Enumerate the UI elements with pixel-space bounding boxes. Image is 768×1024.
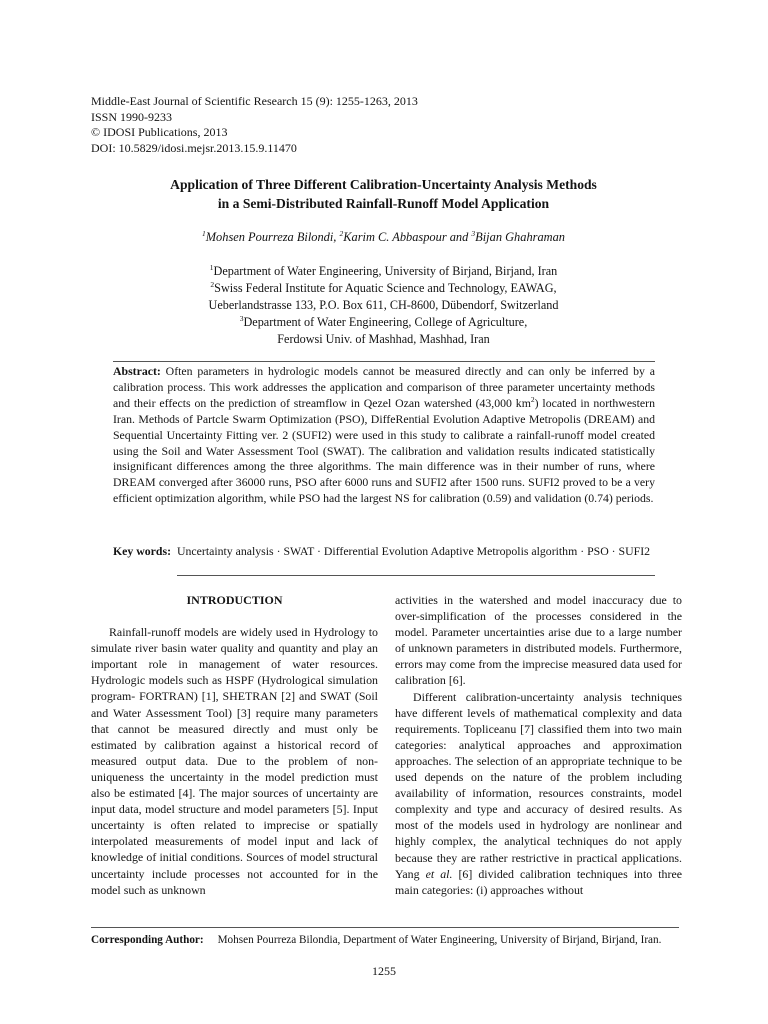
author-list <box>91 229 676 245</box>
paragraph: activities in the watershed and model inaccuracy due to over-simplification of the processes considered in the model. Parameter uncertainties arise due to a large number of unknown parameters in distributed models. Furthermore, errors may come from the imprecise measured data used for calibration [6]. <box>395 593 682 688</box>
keywords-rule <box>177 575 655 576</box>
journal-header <box>91 94 418 156</box>
page-number: 1255 <box>372 964 396 978</box>
paragraph-italic: et al. <box>425 866 453 881</box>
author-3: Bijan Ghahraman <box>475 230 566 244</box>
author-1-sup: 1 <box>201 228 206 238</box>
paragraph: Rainfall-runoff models are widely used in Hydrology to simulate river basin water quality and quantity and play an important role in management of water resources. Hydrologic models such as HSPF (Hydrological simulation program- FORTRAN) [1], SHETRAN [2] and SWAT (Soil and Water Assessment Tool) [3] require many parameters that cannot be measured directly and must only be estimated by calibration against a historical record of measured output data. Due to the problem of non-uniqueness the uncertainty in the model prediction must also be estimated [4]. The major sources of uncertainty are input data, model structure and model parameters [5]. Input uncertainty is often related to imprecise or spatially interpolated measurements of model input and lack of knowledge of initial conditions. Sources of model structural uncertainty include processes not accounted for in the model such as unknown <box>91 625 378 897</box>
affiliation-2 <box>91 280 676 297</box>
author-1: Mohsen Pourreza Bilondi, <box>205 230 340 244</box>
paragraph-text: [6] divided calibration techniques into three main categories: (i) approaches without <box>395 866 682 897</box>
paragraph-text: Different calibration-uncertainty analysis techniques have different levels of mathematical complexity and data requirements. Topliceanu [7] classified them into two main categories: analytical approaches and approximation approaches. The selection of an appropriate technique to be used depends on the nature of the problem including availability of information, resources constraints, model complexity and type and accuracy of desired results. As most of the models used in hydrology are nonlinear and highly complex, the analytical techniques do not apply because they are rather restrictive in practical applications. Yang <box>395 689 682 881</box>
abstract-text-1: Often parameters in hydrologic models cannot be measured directly and can only be inferred by a calibration process. This work addresses the application and comparison of three parameter uncertainty methods and their effects on the prediction of streamflow in Qezel Ozan watershed (43,000 km <box>113 364 655 410</box>
corresponding-author-text: Mohsen Pourreza Bilondia, Department of Water Engineering, University of Birjand, Birjand, Iran. <box>217 934 662 946</box>
affiliation-2-text: Swiss Federal Institute for Aquatic Science and Technology, EAWAG, <box>214 281 557 295</box>
column-right <box>395 592 682 898</box>
affiliation-3 <box>91 314 676 331</box>
section-heading-introduction: INTRODUCTION <box>186 593 283 607</box>
doi: DOI: 10.5829/idosi.mejsr.2013.15.9.11470 <box>91 140 297 155</box>
abstract-km-sup: 2 <box>530 394 535 404</box>
abstract <box>113 364 655 507</box>
author-2: Karim C. Abbaspour and <box>343 230 472 244</box>
keywords-list: Uncertainty analysis · SWAT · Differential Evolution Adaptive Metropolis algorithm · PSO · SUFI2 <box>177 544 651 558</box>
author-2-sup: 2 <box>339 228 344 238</box>
issn: ISSN 1990-9233 <box>91 109 173 124</box>
keywords <box>113 544 655 560</box>
footnote-rule <box>91 927 679 928</box>
author-3-sup: 3 <box>471 228 476 238</box>
title-line-2: in a Semi-Distributed Rainfall-Runoff Model Application <box>217 196 550 211</box>
affiliation-2-address: Ueberlandstrasse 133, P.O. Box 611, CH-8600, Dübendorf, Switzerland <box>208 298 559 312</box>
abstract-label: Abstract: <box>113 364 161 378</box>
affiliation-1-text: Department of Water Engineering, University of Birjand, Birjand, Iran <box>213 264 558 278</box>
affiliation-3-sup: 3 <box>239 313 244 323</box>
affiliation-3-address: Ferdowsi Univ. of Mashhad, Mashhad, Iran <box>277 332 490 346</box>
corresponding-author-label: Corresponding Author: <box>91 934 204 946</box>
title-line-1: Application of Three Different Calibration-Uncertainty Analysis Methods <box>170 177 597 192</box>
affiliation-2-sup: 2 <box>210 279 215 289</box>
affiliations <box>91 263 676 348</box>
column-left <box>91 592 378 898</box>
paragraph <box>395 689 682 898</box>
paper-title <box>91 175 676 213</box>
copyright: © IDOSI Publications, 2013 <box>91 125 228 139</box>
affiliation-3-text: Department of Water Engineering, College of Agriculture, <box>243 315 528 329</box>
abstract-text-2: ) located in northwestern Iran. Methods of Partcle Swarm Optimization (PSO), DiffeRential Evolution Adaptive Metropolis (DREAM) and Sequential Uncertainty Fitting ver. 2 (SUFI2) were used in this study to calibrate a rainfall-runoff model created using the Soil and Water Assessment Tool (SWAT). The calibration and validation results indicated statistically insignificant differences among the three algorithms. The main difference was in their number of runs, where DREAM converged after 36000 runs, PSO after 6000 runs and SUFI2 after 1500 runs. SUFI2 proved to be a very efficient optimization algorithm, while PSO had the largest NS for calibration (0.59) and validation (0.74) periods. <box>113 395 655 506</box>
affiliation-1-sup: 1 <box>209 262 214 272</box>
corresponding-author <box>91 933 661 947</box>
affiliation-1 <box>91 263 676 280</box>
journal-citation: Middle-East Journal of Scientific Research 15 (9): 1255-1263, 2013 <box>91 94 418 108</box>
abstract-top-rule <box>113 361 655 362</box>
keywords-label: Key words: <box>113 544 171 558</box>
